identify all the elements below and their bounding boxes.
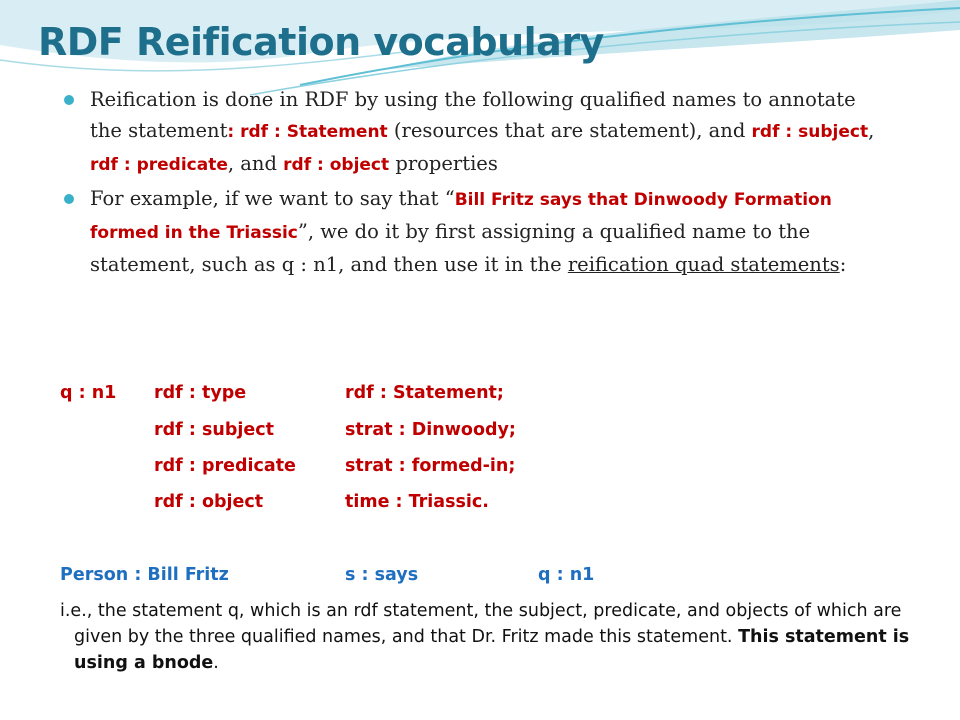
bullet1-text-1: Reification is done in RDF by using the following qualified names to annotate the statement bbox=[90, 88, 856, 142]
bullet-icon bbox=[64, 194, 74, 204]
bnode-note: This statement is using a bnode bbox=[74, 627, 910, 673]
bullet2-text-1: For example, if we want to say that “ bbox=[90, 187, 455, 210]
person-says-line bbox=[60, 565, 760, 591]
triple-predicate: rdf : subject bbox=[154, 420, 274, 440]
triple-predicate: rdf : object bbox=[154, 492, 264, 512]
triple-subject: q : n1 bbox=[60, 383, 117, 403]
bullet1-text-5: properties bbox=[389, 152, 498, 175]
explanation-text: i.e., the statement q, which is an rdf statement, the subject, predicate, and objects of which are given by the three qualified names, and that Dr. Fritz made this statement. bbox=[60, 601, 902, 647]
triple-predicate: rdf : predicate bbox=[154, 456, 296, 476]
bullet-item-example bbox=[60, 183, 890, 280]
triple-object: strat : Dinwoody; bbox=[345, 420, 516, 440]
term-rdf-statement: : rdf : Statement bbox=[227, 122, 388, 142]
term-rdf-object: rdf : object bbox=[283, 155, 390, 175]
example-quote: Bill Fritz says that Dinwoody Formation formed in the Triassic bbox=[90, 190, 832, 243]
reification-quad-link-text: reification quad statements bbox=[567, 253, 840, 276]
bullet-icon bbox=[64, 95, 74, 105]
person-predicate: s : says bbox=[345, 565, 419, 585]
term-rdf-subject: rdf : subject bbox=[751, 122, 869, 142]
explanation-paragraph bbox=[60, 598, 934, 676]
page-title: RDF Reification vocabulary bbox=[38, 20, 604, 64]
bullet1-text-2: (resources that are statement), and bbox=[387, 119, 752, 142]
person-subject: Person : Bill Fritz bbox=[60, 565, 229, 585]
triple-object: time : Triassic. bbox=[345, 492, 489, 512]
bullet2-text-3: : bbox=[839, 253, 847, 276]
triple-object: rdf : Statement; bbox=[345, 383, 504, 403]
bullet-list bbox=[60, 84, 890, 282]
triple-predicate: rdf : type bbox=[154, 383, 247, 403]
term-rdf-predicate: rdf : predicate bbox=[90, 155, 228, 175]
explanation-end: . bbox=[213, 653, 219, 673]
bullet-item-reification bbox=[60, 84, 890, 181]
triple-object: strat : formed-in; bbox=[345, 456, 516, 476]
person-object: q : n1 bbox=[538, 565, 595, 585]
bullet2-text-2: ”, we do it by first assigning a qualified name to the statement, such as q : n1, and then use it in the bbox=[90, 220, 811, 276]
bullet1-text-3: , bbox=[868, 119, 875, 142]
bullet1-text-4: , and bbox=[227, 152, 284, 175]
